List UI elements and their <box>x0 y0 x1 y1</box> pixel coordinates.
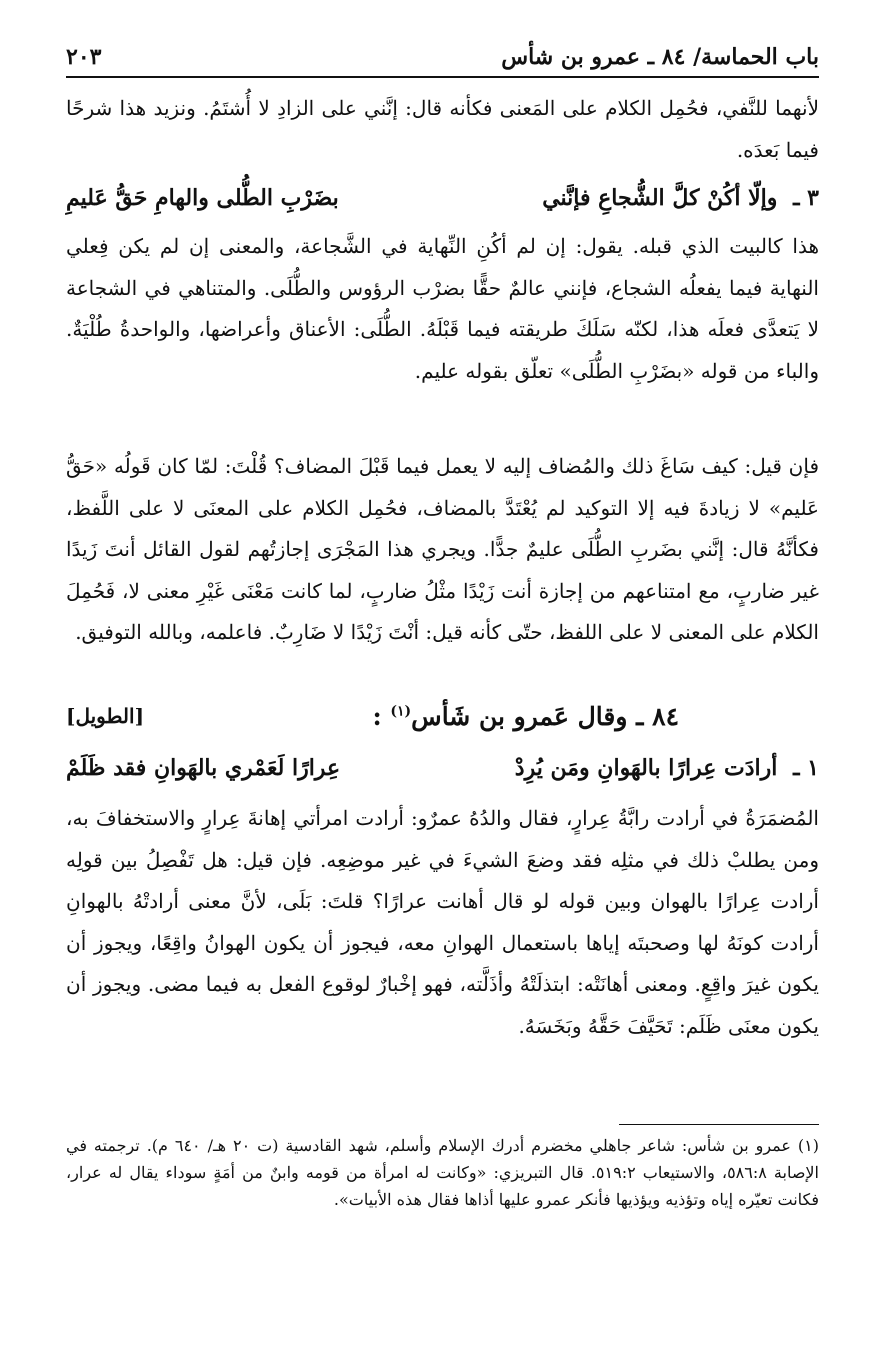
footnote-rule <box>619 1124 819 1125</box>
paragraph-intro: لأنهما للنَّفي، فحُمِل الكلام على المَعنى فكأنه قال: إنَّني على الزادِ لا أُشتَمُ. ونزيد هذا شرحًا فيما بَعدَه. <box>66 96 819 162</box>
paragraph-commentary-3: المُضمَرَةُ في أرادت رابَّةُ عِرارٍ، فقال والدُهُ عمرٌو: أرادت امرأتي إهانةَ عِرارٍ والاستخفافَ به، ومن يطلبْ ذلك في مثلِه فقد وضعَ الشيءَ في غير موضِعِه. فإن قيل: هل تَفْصِلُ بين قولِه أرادت عِرارًا بالهوان وبين قوله لو قال أهانت عرارًا؟ قلتَ: بَلَى، لأنَّ معنى أرادتْهُ بالهوانِ أرادت كونَهُ لها وصحبتَه إياها باستعمال الهوانِ معه، فيجوز أن يكون الهوانُ واقِعًا، ويجوز أن يكون غيرَ واقِعٍ. ومعنى أهانَتْه: ابتذلَتْهُ وأذَلَّته، فهو إخْبارٌ لوقوع الفعل به فيما مضى. ويجوز أن يكون معنَى ظَلَم: تَحَيَّفَ حَقَّهُ وبَخَسَهُ. <box>66 806 819 1038</box>
verse-first-hemistich: وإلّا أكُنْ كلَّ الشُّجاعِ فإنَّني <box>542 185 778 211</box>
page-number: ٢٠٣ <box>66 44 102 70</box>
poem-title: ٨٤ ـ وقال عَمرو بن شَأس <box>411 701 679 731</box>
verse-second-hemistich: بضَرْبِ الطُّلى والهامِ حَقُّ عَليمِ <box>66 185 339 211</box>
poem-heading <box>66 694 819 738</box>
paragraph-commentary-1: هذا كالبيت الذي قبله. يقول: إن لم أكُنِ النِّهاية في الشَّجاعة، والمعنى إن لم يكن فِعلي النهاية فيما يفعلُه الشجاع، فإنني عالمٌ حقًّا بضرْب الرؤوس والطُّلَى. والمتناهي في الشجاعة لا يَتعدَّى فعلَه هذا، لكنّه سَلَكَ طريقته فيما قَبْلَهُ. الطُّلَى: الأعناق وأعراضها، والواحدةُ طُلْيَةٌ. والباء من قوله «بضَرْبِ الطُّلَى» تعلّق بقوله عليم. <box>66 234 819 383</box>
poem-title-colon: : <box>372 701 382 731</box>
verse-3 <box>66 178 819 218</box>
paragraph-commentary-2: فإن قيل: كيف سَاغَ ذلك والمُضاف إليه لا يعمل فيما قَبْلَ المضاف؟ قُلْتَ: لمّا كان قَولُه «حَقُّ عَليم» لا زيادةَ فيه إلا التوكيد لم يُعْتَدَّ بالمضاف، فحُمِل الكلام على المعنَى لا على اللَّفظ، فكأنَّهُ قال: إنَّني بضَربِ الطُّلَى عليمٌ جدًّا. ويجري هذا المَجْرَى إجازتُهم لقول القائل أنتَ زَيدًا غير ضاربٍ، مع امتناعهم من إجازة أنت زَيْدًا مثْلُ ضاربٍ، لما كانت مَعْنَى غَيْرِ معنى لا، فَحُمِلَ الكلام على المعنى لا على اللفظ، حتّى كأنه قيل: أنْتَ زَيْدًا لا ضَارِبٌ. فاعلمه، وبالله التوفيق. <box>66 454 819 644</box>
verse-1 <box>66 748 819 788</box>
verse-number: ١ ـ <box>793 755 819 781</box>
verse-number: ٣ ـ <box>793 185 819 211</box>
footnote-ref: (١) <box>390 703 412 720</box>
verse-first-hemistich: أرادَت عِرارًا بالهَوانِ ومَن يُرِدْ <box>514 755 778 781</box>
verse-second-hemistich: عِرارًا لَعَمْري بالهَوانِ فقد ظَلَمْ <box>66 755 341 781</box>
footnote: (١) عمرو بن شأس: شاعر جاهلي مخضرم أدرك الإسلام وأسلم، شهد القادسية (ت ٢٠ هـ/ ٦٤٠ م). ترجمته في الإصابة ٥٨٦:٨، والاستيعاب ٥١٩:٢. قال التبريزي: «وكانت له امرأة من قومه وابنٌ من أمَةٍ سوداء يقال له عرار، فكانت تعيّره إياه وتؤذيه ويؤذيها فأنكر عمرو عليها أذاها فقال هذه الأبيات». <box>66 1136 819 1209</box>
running-header <box>66 40 819 70</box>
header-rule <box>66 76 819 78</box>
poem-meter: [الطويل] <box>66 704 145 728</box>
running-title: باب الحماسة/ ٨٤ ـ عمرو بن شأس <box>501 44 819 70</box>
